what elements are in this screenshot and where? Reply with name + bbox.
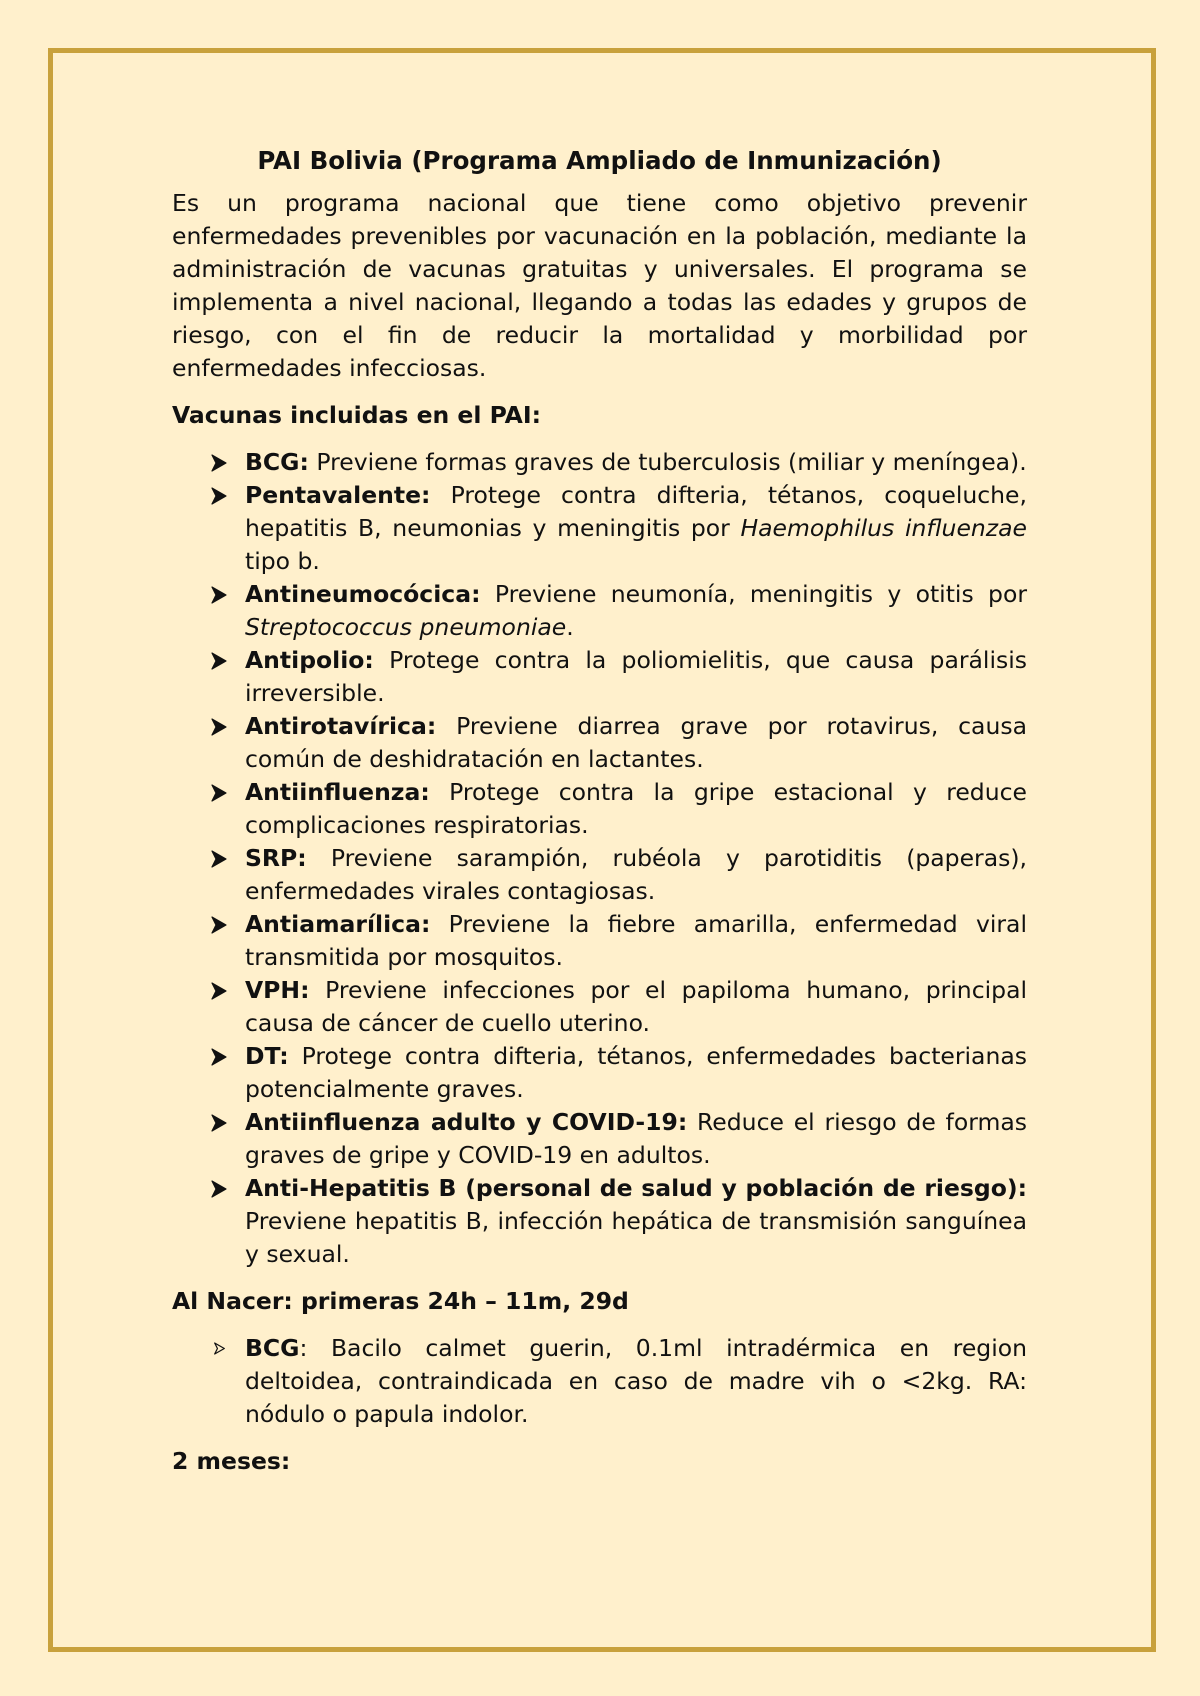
vaccine-description: Previene hepatitis B, infección hepática de transmisión sanguínea y sexual. [245, 1207, 1027, 1268]
vaccine-name: VPH: [245, 976, 310, 1004]
arrowhead-bullet-icon [208, 1040, 230, 1073]
arrowhead-bullet-icon [208, 644, 230, 677]
description-tail: tipo b. [245, 547, 320, 575]
list-item [172, 479, 1027, 578]
list-item [172, 644, 1027, 710]
two-months-heading: 2 meses: [172, 1447, 291, 1475]
pathogen-name: Haemophilus influenzae [740, 514, 1027, 542]
vaccine-name: Pentavalente: [245, 481, 431, 509]
arrowhead-bullet-icon [208, 974, 230, 1007]
document-title: PAI Bolivia (Programa Ampliado de Inmunización) [257, 146, 942, 175]
arrowhead-bullet-icon [208, 776, 230, 809]
vaccine-description: Reduce el riesgo de formas graves de gripe y COVID-19 en adultos. [245, 1108, 1027, 1169]
vaccine-description: Previene formas graves de tuberculosis (miliar y meníngea). [308, 448, 1027, 476]
vaccine-name: Antiinfluenza adulto y COVID-19: [245, 1108, 688, 1136]
vaccine-description: Protege contra difteria, tétanos, coqueluche, hepatitis B, neumonias y meningitis por [245, 481, 1027, 542]
document-body [172, 140, 1027, 1492]
list-item [172, 710, 1027, 776]
arrowhead-bullet-icon [208, 710, 230, 743]
vaccine-description: Protege contra la poliomielitis, que causa parálisis irreversible. [245, 646, 1027, 707]
vaccine-description: Previene sarampión, rubéola y parotiditis (paperas), enfermedades virales contagiosas. [245, 844, 1027, 905]
list-item [172, 1332, 1027, 1431]
vaccine-name: Antipolio: [245, 646, 374, 674]
vaccine-name: Antineumocócica: [245, 580, 481, 608]
arrowhead-bullet-icon [208, 908, 230, 941]
vaccines-heading: Vacunas incluidas en el PAI: [172, 401, 542, 429]
vaccine-name: SRP: [245, 844, 307, 872]
vaccine-name: BCG: [245, 448, 309, 476]
list-item [172, 1106, 1027, 1172]
small-arrowhead-bullet-icon [208, 1332, 230, 1365]
list-item [172, 842, 1027, 908]
birth-list [172, 1332, 1027, 1431]
arrowhead-bullet-icon [208, 578, 230, 611]
vaccine-description: : Bacilo calmet guerin, 0.1ml intradérmica en region deltoidea, contraindicada en caso de madre vih o <2kg. RA: nódulo o papula indolor. [245, 1334, 1027, 1428]
list-item [172, 776, 1027, 842]
arrowhead-bullet-icon [208, 842, 230, 875]
list-item [172, 446, 1027, 479]
list-item [172, 1040, 1027, 1106]
vaccine-description: Previene neumonía, meningitis y otitis por [480, 580, 1027, 608]
intro-paragraph: Es un programa nacional que tiene como objetivo prevenir enfermedades prevenibles por vacunación en la población, mediante la administración de vacunas gratuitas y universales. El programa se implementa a nivel nacional, llegando a todas las edades y grupos de riesgo, con el fin de reducir la mortalidad y morbilidad por enfermedades infecciosas. [172, 189, 1027, 382]
vaccine-description: Previene infecciones por el papiloma humano, principal causa de cáncer de cuello uterino. [245, 976, 1027, 1037]
arrowhead-bullet-icon [208, 1172, 230, 1205]
list-item [172, 974, 1027, 1040]
vaccine-description: Protege contra difteria, tétanos, enfermedades bacterianas potencialmente graves. [245, 1042, 1027, 1103]
vaccine-name: DT: [245, 1042, 289, 1070]
arrowhead-bullet-icon [208, 1106, 230, 1139]
vaccine-name: BCG [245, 1334, 300, 1362]
vaccine-name: Antiamarílica: [245, 910, 431, 938]
description-tail: . [566, 613, 574, 641]
vaccine-description: Previene diarrea grave por rotavirus, causa común de deshidratación en lactantes. [245, 712, 1027, 773]
vaccine-description: Previene la fiebre amarilla, enfermedad viral transmitida por mosquitos. [245, 910, 1027, 971]
list-item [172, 578, 1027, 644]
vaccine-name: Anti-Hepatitis B (personal de salud y población de riesgo): [245, 1174, 1027, 1202]
list-item [172, 908, 1027, 974]
list-item [172, 1172, 1027, 1271]
arrowhead-bullet-icon [208, 446, 230, 479]
vaccine-name: Antiinfluenza: [245, 778, 430, 806]
vaccine-list [172, 446, 1027, 1271]
pathogen-name: Streptococcus pneumoniae [245, 613, 567, 641]
vaccine-description: Protege contra la gripe estacional y reduce complicaciones respiratorias. [245, 778, 1027, 839]
arrowhead-bullet-icon [208, 479, 230, 512]
birth-heading: Al Nacer: primeras 24h – 11m, 29d [172, 1287, 629, 1315]
vaccine-name: Antirotavírica: [245, 712, 437, 740]
